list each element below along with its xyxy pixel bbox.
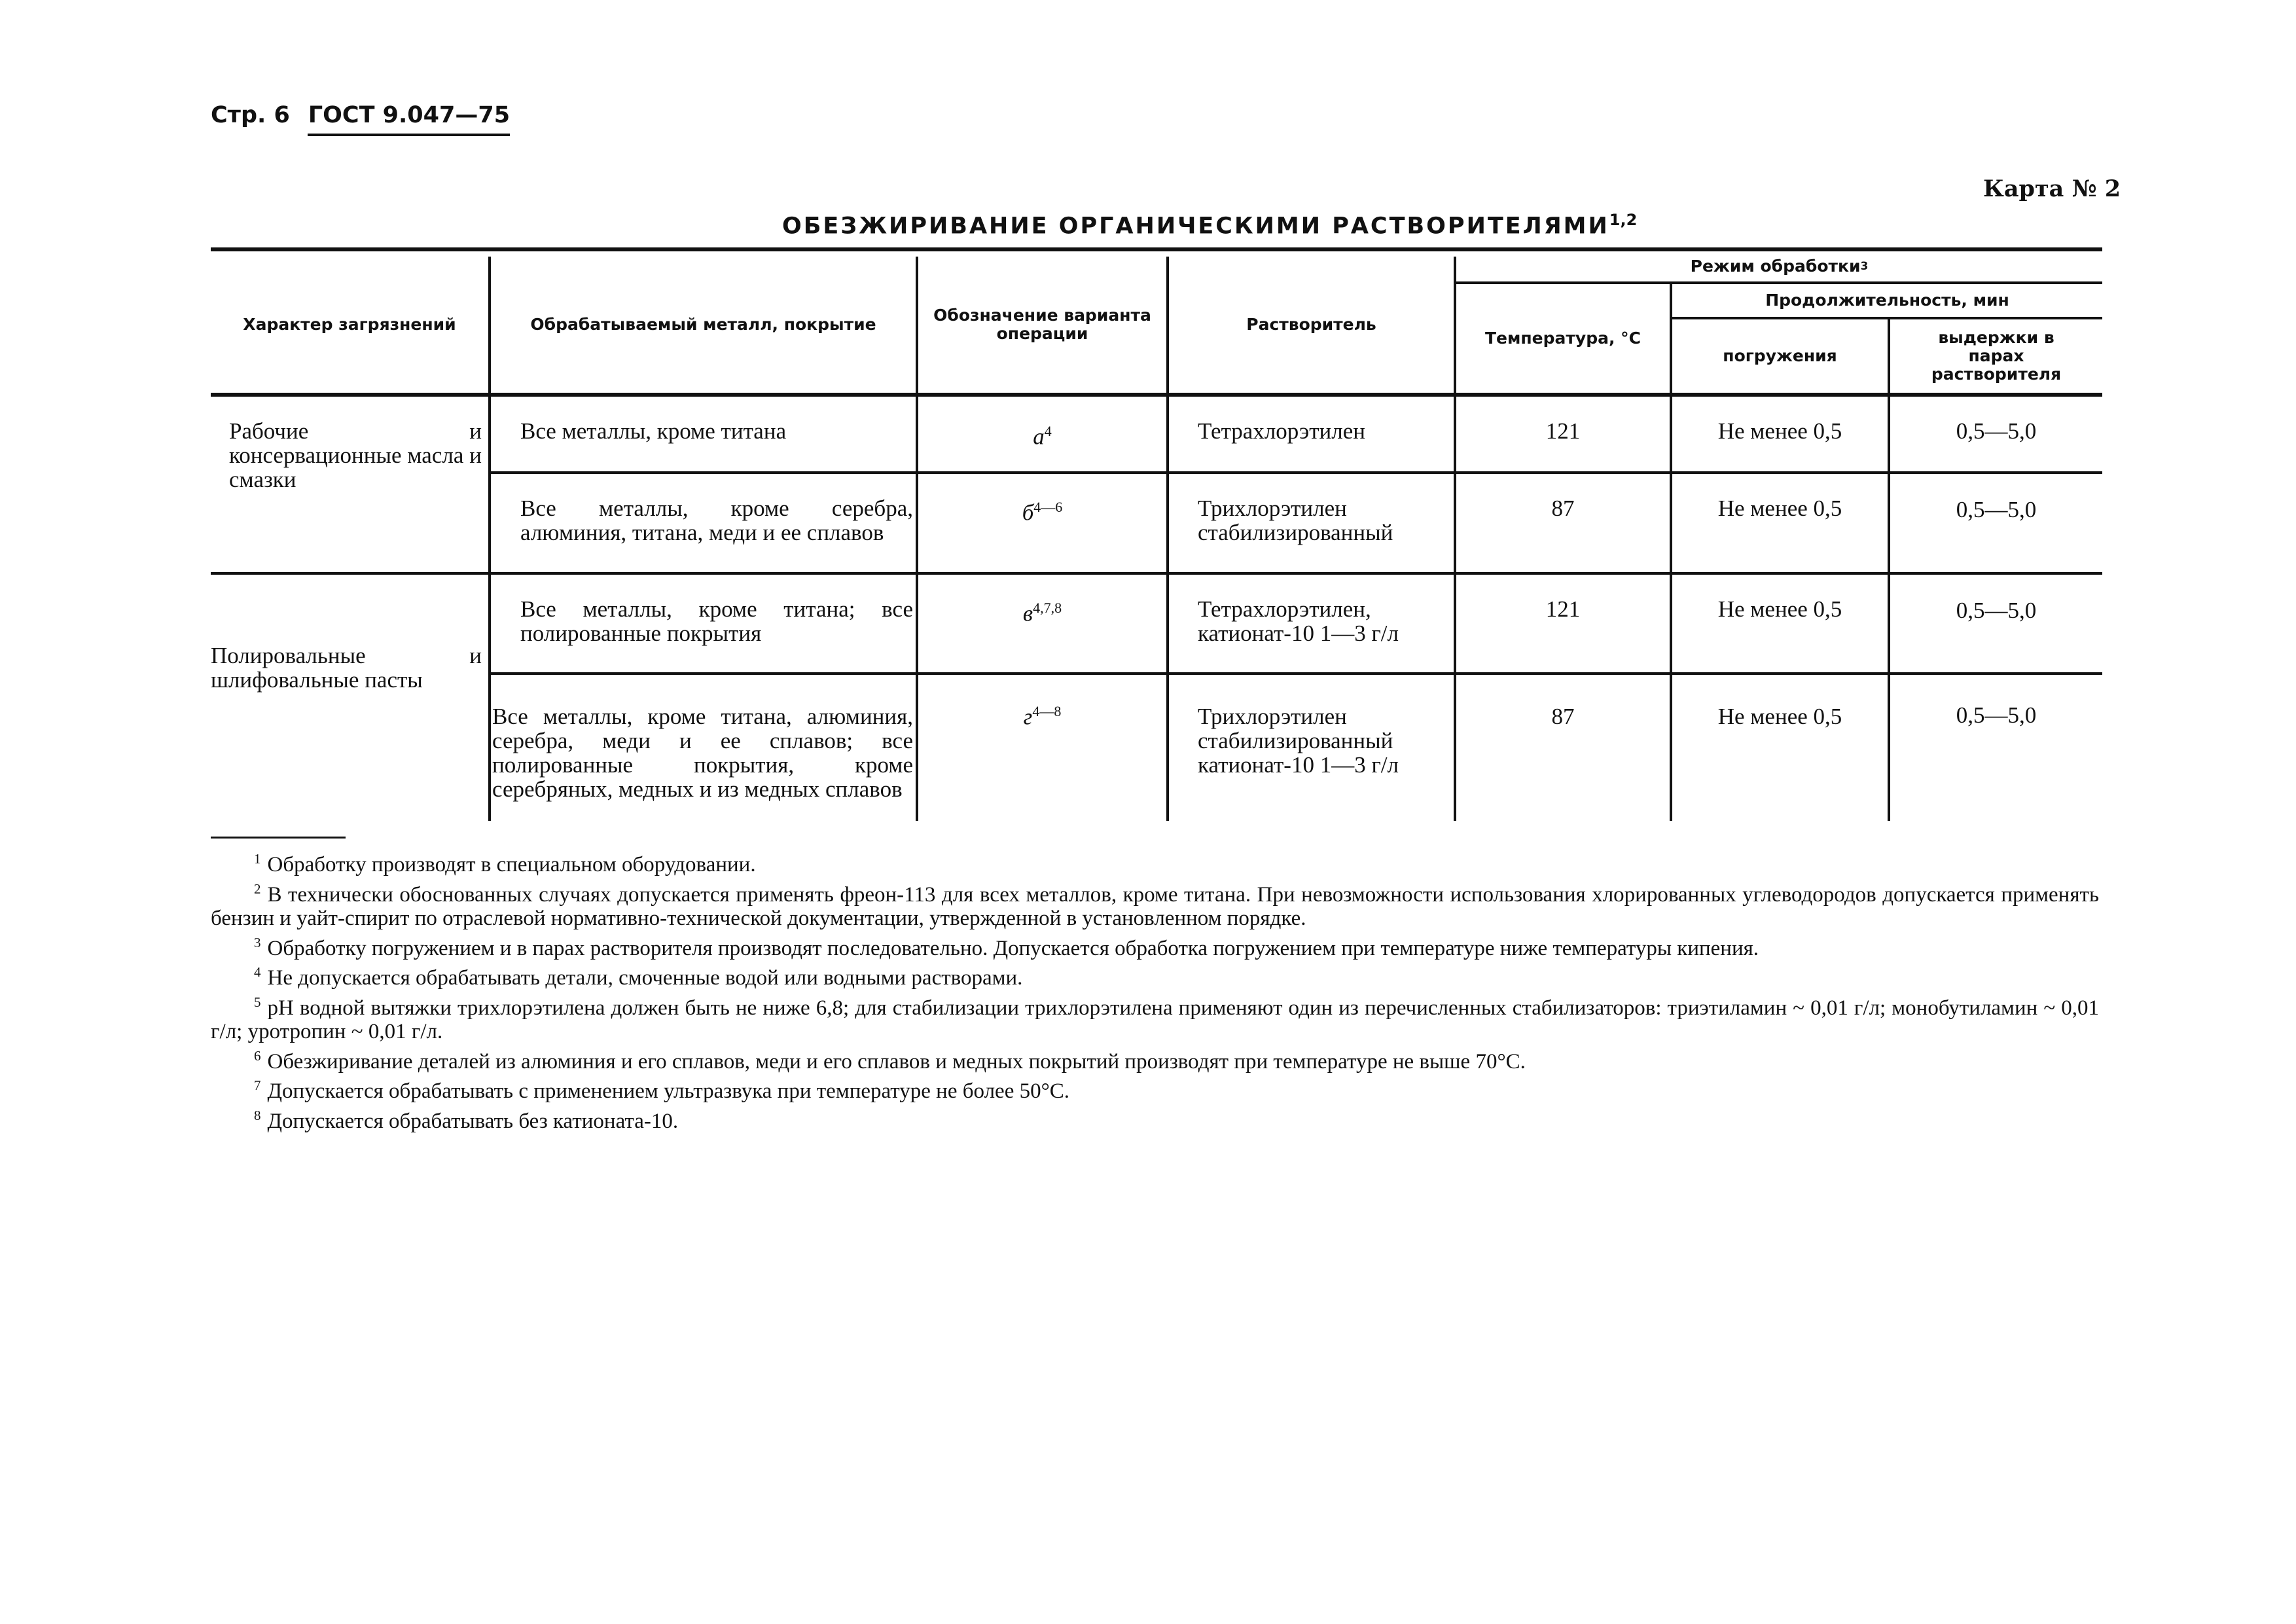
group-oils: Рабочие и консервационные масла и смазки [229, 418, 482, 492]
footnote-3-num: 3 [254, 934, 261, 950]
row2-solvent: Трихлорэтилен стабилизированный [1198, 496, 1393, 545]
header-bottom-rule [211, 393, 2102, 397]
row3-variant [918, 596, 1166, 626]
footnote-3-text: Обработку погружением и в парах растворителя производят последовательно. Допускается обработка погружением при температуре ниже температуры кипения. [267, 936, 1759, 960]
footnote-6-num: 6 [254, 1047, 261, 1064]
footnote-3 [211, 931, 2099, 961]
header-mode-text: Режим обработки [1690, 257, 1861, 276]
group1-bottom-rule [211, 572, 2102, 575]
row3-vapor: 0,5—5,0 [1956, 598, 2037, 623]
row1-bottom-rule [491, 471, 2102, 474]
header-solvent: Растворитель [1246, 315, 1376, 334]
page-label: Стр. 6 [211, 102, 290, 128]
standard-number: ГОСТ 9.047—75 [308, 102, 511, 128]
row2-vapor: 0,5—5,0 [1956, 497, 2037, 522]
footnote-6-text: Обезжиривание деталей из алюминия и его сплавов, меди и его сплавов и медных покрытий производят при температуре не выше 70°С. [267, 1049, 1526, 1074]
row4-variant-letter: г [1023, 704, 1033, 730]
row3-solvent: Тетрахлорэтилен, катионат-10 1—3 г/л [1198, 596, 1399, 646]
row1-immersion: Не менее 0,5 [1717, 418, 1842, 444]
header-mode-sup: 3 [1860, 260, 1869, 273]
col-line-6 [1888, 319, 1890, 821]
row2-variant-letter: б [1022, 499, 1034, 526]
group-pastes: Полировальные и шлифовальные пасты [211, 643, 482, 693]
row4-immersion: Не менее 0,5 [1717, 704, 1842, 729]
row3-immersion: Не менее 0,5 [1717, 596, 1842, 622]
row2-metal: Все металлы, кроме серебра, алюминия, титана, меди и ее сплавов [520, 496, 913, 545]
row1-metal: Все металлы, кроме титана [520, 418, 787, 444]
footnote-4-text: Не допускается обрабатывать детали, смоченные водой или водными растворами. [267, 966, 1023, 990]
row4-variant-sup: 4—8 [1032, 703, 1062, 719]
title-text: ОБЕЗЖИРИВАНИЕ ОРГАНИЧЕСКИМИ РАСТВОРИТЕЛЯМИ [782, 213, 1609, 240]
footnote-2-num: 2 [254, 880, 261, 897]
title-superscript: 1,2 [1609, 211, 1638, 229]
footnote-4 [211, 960, 2099, 990]
footnote-7 [211, 1074, 2099, 1104]
row2-variant-sup: 4—6 [1033, 499, 1063, 515]
row1-temperature: 121 [1545, 418, 1581, 444]
page-header [211, 102, 510, 128]
header-vapor: выдержки в парах растворителя [1931, 328, 2062, 384]
row3-bottom-rule [491, 672, 2102, 675]
header-immersion: погружения [1723, 346, 1837, 365]
header-mode [1456, 251, 2102, 281]
footnote-7-num: 7 [254, 1077, 261, 1093]
row4-metal: Все металлы, кроме титана, алюминия, серебра, меди и ее сплавов; все полированные покрытия, кроме серебряных, медных и из медных сплавов [492, 704, 913, 802]
footnote-1-text: Обработку производят в специальном оборудовании. [267, 853, 756, 876]
table-title [782, 211, 1637, 240]
footnote-5-text: pH водной вытяжки трихлорэтилена должен быть не ниже 6,8; для стабилизации трихлорэтилена применяют один из перечисленных стабилизаторов: триэтиламин ~ 0,01 г/л; монобутиламин ~ 0,01 г/л; уротропин ~ 0,01 г/л. [211, 996, 2099, 1043]
footnotes [211, 847, 2099, 1133]
row1-vapor: 0,5—5,0 [1956, 418, 2037, 444]
footnote-5-num: 5 [254, 994, 261, 1010]
footnote-2 [211, 877, 2099, 931]
footnote-1-num: 1 [254, 851, 261, 867]
header-variant: Обозначение варианта операции [933, 306, 1151, 343]
footnote-separator [211, 837, 346, 839]
row1-variant-sup: 4 [1044, 423, 1052, 439]
footnote-2-text: В технически обоснованных случаях допускается применять фреон-113 для всех металлов, кроме титана. При невозможности использования хлорированных углеводородов допускается применять бензин и уайт-спирит по отраслевой нормативно-технической документации, утвержденной в установленном порядке. [211, 882, 2099, 930]
row3-metal: Все металлы, кроме титана; все полированные покрытия [520, 596, 913, 646]
header-temperature: Температура, °С [1484, 329, 1641, 348]
row4-temperature: 87 [1551, 704, 1575, 729]
header-metal: Обрабатываемый металл, покрытие [530, 315, 876, 334]
footnote-6 [211, 1044, 2099, 1074]
row3-variant-sup: 4,7,8 [1033, 600, 1062, 616]
row3-temperature: 121 [1545, 596, 1581, 622]
footnote-8-text: Допускается обрабатывать без катионата-10. [267, 1109, 679, 1133]
row3-variant-letter: в [1022, 600, 1033, 626]
footnote-1 [211, 847, 2099, 877]
footnote-7-text: Допускается обрабатывать с применением ультразвука при температуре не более 50°С. [267, 1079, 1070, 1103]
header-underline [308, 134, 510, 136]
footnote-5 [211, 990, 2099, 1044]
header-duration: Продолжительность, мин [1765, 291, 2009, 310]
card-number: Карта № 2 [1983, 175, 2121, 202]
row4-vapor: 0,5—5,0 [1956, 702, 2037, 728]
row1-variant-letter: а [1033, 424, 1045, 450]
row2-immersion: Не менее 0,5 [1717, 496, 1842, 521]
row2-variant [918, 495, 1166, 525]
row4-variant [918, 699, 1166, 729]
footnote-8 [211, 1104, 2099, 1134]
row1-solvent: Тетрахлорэтилен [1198, 418, 1365, 444]
header-contamination: Характер загрязнений [243, 315, 456, 334]
row4-solvent: Трихлорэтилен стабилизированный катионат-10 1—3 г/л [1198, 704, 1399, 778]
row1-variant [918, 419, 1166, 449]
footnote-8-num: 8 [254, 1107, 261, 1123]
footnote-4-num: 4 [254, 964, 261, 980]
row2-temperature: 87 [1551, 496, 1575, 521]
